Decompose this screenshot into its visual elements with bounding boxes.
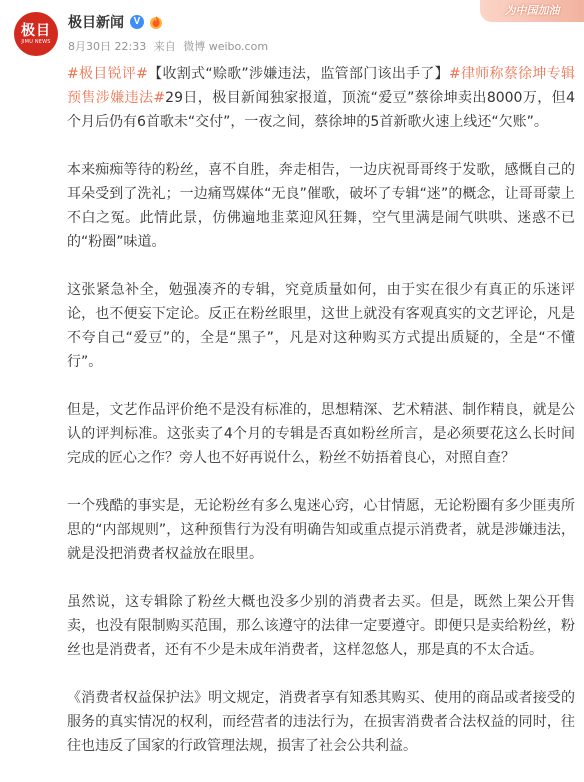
post-headline: 【收割式“赊歌”涉嫌违法，监管部门该出手了】: [147, 66, 449, 82]
post-timestamp[interactable]: 8月30日 22:33: [68, 40, 147, 53]
post-meta: [68, 38, 272, 54]
paragraph-1: [67, 62, 575, 134]
post-content: [67, 62, 575, 782]
paragraph-3: 这张紧急补全，勉强凑齐的专辑，究竟质量如何，由于实在很少有真正的乐迷评论，也不便妄下定论。反正在粉丝眼里，这世上就没有客观真实的文艺评论，凡是不夸自己“爱豆”的，全是“黑子”，凡是对这种购买方式提出质疑的，全是“不懂行”。: [67, 282, 575, 370]
flame-icon: [148, 14, 164, 30]
hashtag-link[interactable]: #极目锐评#: [67, 66, 148, 82]
avatar[interactable]: [14, 12, 58, 56]
event-banner[interactable]: 为中国加油: [480, 0, 584, 22]
paragraph-7: 《消费者权益保护法》明文规定，消费者享有知悉其购买、使用的商品或者接受的服务的真实情况的权利，而经营者的违法行为，在损害消费者合法权益的同时，往往也违反了国家的行政管理法规，损害了社会公共利益。: [67, 690, 575, 754]
paragraph-text: 29日，极目新闻独家报道，顶流“爱豆”蔡徐坤卖出8000万，但4个月后仍有6首歌未“交付”，一夜之间，蔡徐坤的5首新歌火速上线还“欠账”。: [67, 90, 575, 130]
user-row: [68, 12, 164, 32]
paragraph-4: 但是，文艺作品评价绝不是没有标准的，思想精深、艺术精湛、制作精良，就是公认的评判标准。这张卖了4个月的专辑是否真如粉丝所言，是必须要花这么长时间完成的匠心之作？旁人也不好再说什么，粉丝不妨捂着良心，对照自查？: [67, 402, 575, 466]
paragraph-6: 虽然说，这专辑除了粉丝大概也没多少别的消费者去买。但是，既然上架公开售卖，也没有限制购买范围，那么该遵守的法律一定要遵守。即便只是卖给粉丝，粉丝也是消费者，还有不少是未成年消费者，这样忽悠人，那是真的不太合适。: [67, 594, 575, 658]
source-prefix: 来自: [153, 40, 176, 53]
avatar-logo-text: 极目: [21, 22, 51, 39]
avatar-logo-subtext: JIMU NEWS: [21, 38, 51, 45]
hashtag-link[interactable]: #律师称蔡徐坤专辑预售涉嫌违法#: [67, 66, 575, 106]
verified-v-icon: V: [130, 15, 144, 29]
user-name[interactable]: 极目新闻: [68, 15, 124, 31]
paragraph-2: 本来痴痴等待的粉丝，喜不自胜，奔走相告，一边庆祝哥哥终于发歌，感慨自己的耳朵受到了洗礼；一边痛骂媒体“无良”催歌，破坏了专辑“迷”的概念，让哥哥蒙上不白之冤。此情此景，仿佛遍地韭菜迎风狂舞，空气里满是闹气哄哄、迷惑不已的“粉圈”味道。: [67, 162, 575, 250]
paragraph-5: 一个残酷的事实是，无论粉丝有多么鬼迷心窍，心甘情愿，无论粉圈有多少匪夷所思的“内部规则”，这种预售行为没有明确告知或重点提示消费者，就是涉嫌违法，就是没把消费者权益放在眼里。: [67, 498, 575, 562]
post-source: 微博 weibo.com: [183, 40, 269, 53]
